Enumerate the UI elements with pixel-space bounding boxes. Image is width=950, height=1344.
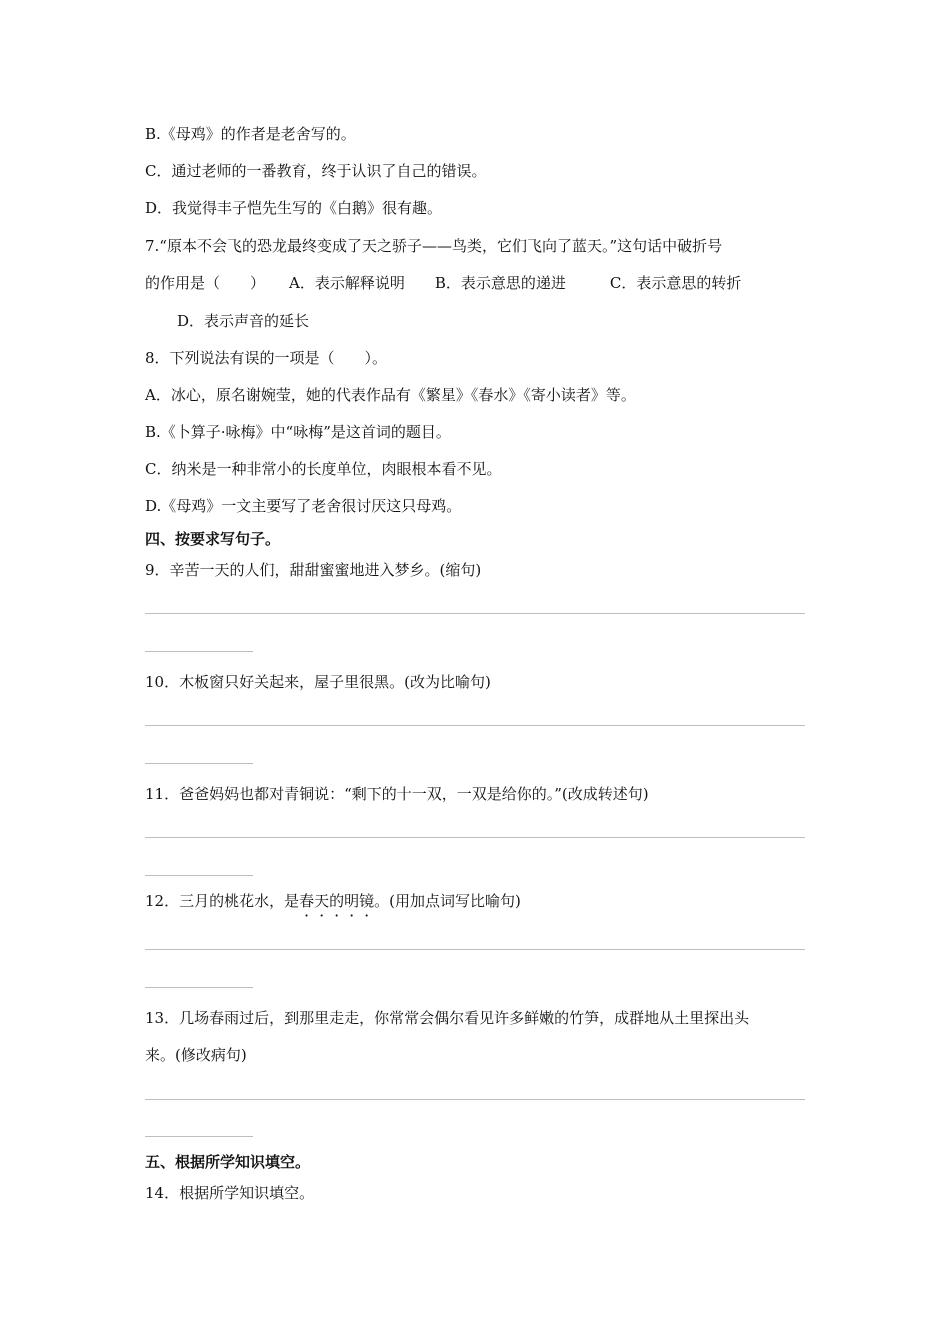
q9-answer-line-end[interactable] [145,651,253,652]
q8-option-d: D.《母鸡》一文主要写了老舍很讨厌这只母鸡。 [145,497,462,515]
q12-emphasized-char: 镜 [359,892,375,910]
q8-option-a: A．冰心，原名谢婉莹，她的代表作品有《繁星》《春水》《寄小读者》等。 [145,386,636,404]
section-5-heading: 五、根据所学知识填空。 [145,1153,311,1171]
q12-emphasized-char: 明 [344,892,360,910]
q14-text: 14．根据所学知识填空。 [145,1184,315,1202]
q10-answer-line-end[interactable] [145,763,253,764]
q7-stem-line2 [145,273,741,293]
section-4-heading: 四、按要求写句子。 [145,530,281,548]
q7-option-c: C．表示意思的转折 [609,274,742,292]
q13-line2: 来。(修改病句) [145,1046,247,1064]
q12-text-after: 。(用加点词写比喻句) [374,892,521,910]
q12-emphasized-char: 的 [329,892,345,910]
q12-text-before: 12．三月的桃花水，是 [145,892,300,910]
q11-answer-line[interactable] [145,837,805,838]
q10-answer-line[interactable] [145,725,805,726]
q9-answer-line[interactable] [145,613,805,614]
q6-option-c: C．通过老师的一番教育，终于认识了自己的错误。 [145,162,487,180]
q7-option-d: D．表示声音的延长 [177,312,310,330]
q8-option-b: B.《卜算子·咏梅》中“咏梅”是这首词的题目。 [145,423,451,441]
q8-stem: 8．下列说法有误的一项是（ ）。 [145,349,388,367]
q13-answer-line[interactable] [145,1099,805,1100]
q12-answer-line-end[interactable] [145,987,253,988]
q9-text: 9．辛苦一天的人们，甜甜蜜蜜地进入梦乡。(缩句) [145,561,482,579]
q7-stem-text: 的作用是（ ） [145,274,266,292]
q11-text: 11．爸爸妈妈也都对青铜说：“剩下的十一双，一双是给你的。”(改成转述句) [145,785,649,803]
q8-option-c: C．纳米是一种非常小的长度单位，肉眼根本看不见。 [145,460,502,478]
q7-stem-line1: 7.“原本不会飞的恐龙最终变成了天之骄子——鸟类，它们飞向了蓝天。”这句话中破折号 [145,237,723,255]
q7-option-b: B．表示意思的递进 [434,274,566,292]
q13-line1: 13．几场春雨过后，到那里走走，你常常会偶尔看见许多鲜嫩的竹笋，成群地从土里探出头 [145,1009,750,1027]
q7-option-a: A．表示解释说明 [289,274,405,292]
q12-answer-line[interactable] [145,949,805,950]
q13-answer-line-end[interactable] [145,1136,253,1137]
q6-option-b: B.《母鸡》的作者是老舍写的。 [145,125,356,143]
q11-answer-line-end[interactable] [145,875,253,876]
q12-emphasized-char: 春 [299,892,315,910]
q12-text [145,891,521,911]
q6-option-d: D．我觉得丰子恺先生写的《白鹅》很有趣。 [145,199,443,217]
q12-emphasized-char: 天 [314,892,330,910]
q10-text: 10．木板窗只好关起来，屋子里很黑。(改为比喻句) [145,673,491,691]
